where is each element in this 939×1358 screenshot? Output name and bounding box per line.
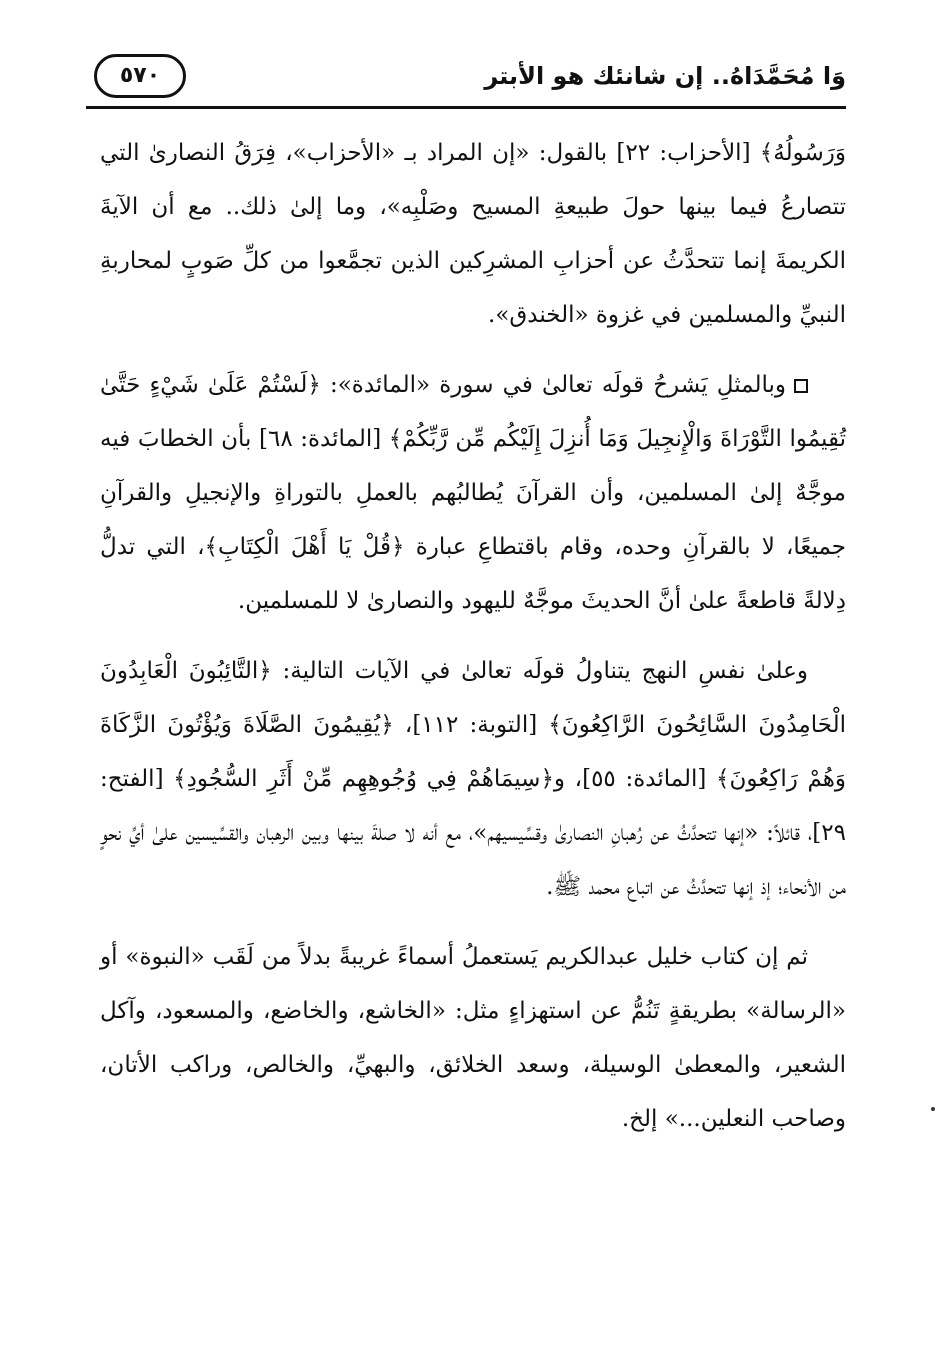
paragraph-3: وعلىٰ نفسِ النهج يتناولُ قولَه تعالىٰ في الآيات التالية: ﴿التَّائِبُونَ الْعَابِدُونَ الْحَامِدُونَ السَّائِحُونَ الرَّاكِعُونَ﴾ [التوبة: ١١٢]، ﴿يُقِيمُونَ الصَّلَاةَ وَيُؤْتُونَ الزَّكَاةَ وَهُمْ رَاكِعُونَ﴾ [المائدة: ٥٥]، و﴿سِيمَاهُمْ فِي وُجُوهِهِم مِّنْ أَثَرِ السُّجُودِ﴾ [الفتح: ٢٩]، قائلاً: «إنها تتحدَّثُ عن رُهبانِ النصارىٰ وقسِّيسيهم»، مع أنه لا صلةَ بينها وبين الرهبان والقسِّيسين علىٰ أيِّ نحوٍ من الأنحاء؛ إذ إنها تتحدَّثُ عن اتباع محمد ﷺ. [100,658,847,900]
paragraph-1: وَرَسُولُهُ﴾ [الأحزاب: ٢٢] بالقول: «إن المراد بـ «الأحزاب»، فِرَقُ النصارىٰ التي تتصارعُ فيما بينها حولَ طبيعةِ المسيح وصَلْبِه»، وما إلىٰ ذلك.. مع أن الآيةَ الكريمةَ إنما تتحدَّثُ عن أحزابِ المشرِكين الذين تجمَّعوا من كلِّ صَوبٍ لمحاربةِ النبيِّ والمسلمين في غزوة «الخندق». [100,140,846,328]
page-number-badge [94,54,186,98]
paragraph-4: ثم إن كتاب خليل عبدالكريم يَستعملُ أسماءً غريبةً بدلاً من لَقَب «النبوة» أو «الرسالة» بطريقةٍ تَنُمُّ عن استهزاءٍ مثل: «الخاشع، والخاضع، والمسعود، وآكل الشعير، والمعطىٰ الوسيلة، وسعد الخلائق، والبهيِّ، والخالص، وراكب الأتان، وصاحب النعلين...» إلخ. [100,944,846,1132]
header-divider [86,106,846,109]
page-number: ٥٧٠ [119,63,161,88]
page-header [86,50,846,116]
body-text [100,126,846,1162]
running-title: وَا مُحَمَّدَاهُ.. إن شانئك هو الأبتر [484,62,846,90]
square-bullet-icon [794,379,808,393]
paragraph-2 [100,358,846,628]
paragraph-2-text: وبالمثلِ يَشرحُ قولَه تعالىٰ في سورة «المائدة»: ﴿لَسْتُمْ عَلَىٰ شَيْءٍ حَتَّىٰ تُقِيمُوا التَّوْرَاةَ وَالْإِنجِيلَ وَمَا أُنزِلَ إِلَيْكُم مِّن رَّبِّكُمْ﴾ [المائدة: ٦٨] بأن الخطابَ فيه موجَّهٌ إلىٰ المسلمين، وأن القرآنَ يُطالبُهم بالعملِ بالتوراةِ والإنجيلِ والقرآنِ جميعًا، لا بالقرآنِ وحده، وقام باقتطاعِ عبارة ﴿قُلْ يَا أَهْلَ الْكِتَابِ﴾، التي تدلُّ دِلالةً قاطعةً علىٰ أنَّ الحديثَ موجَّهٌ لليهود والنصارىٰ لا للمسلمين. [100,372,846,614]
margin-mark [931,1107,935,1111]
